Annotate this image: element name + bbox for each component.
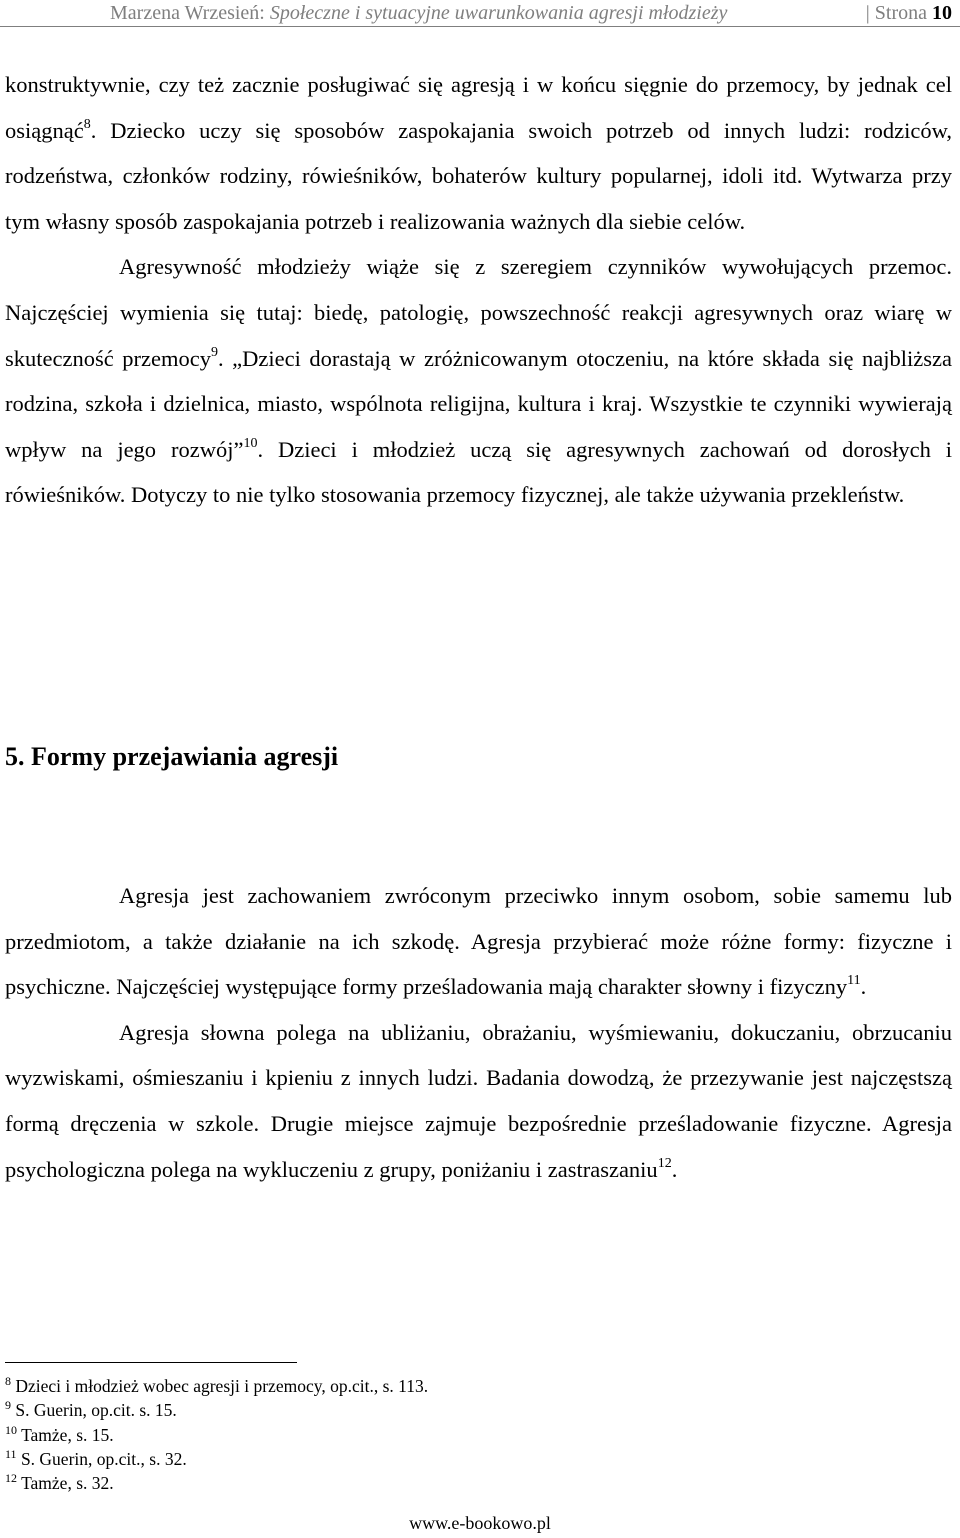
- header-page-label: Strona: [874, 2, 927, 24]
- header-author-title: [110, 0, 727, 26]
- footnote: [5, 1447, 428, 1471]
- paragraph-4-text-b: .: [671, 1156, 678, 1182]
- section-bottom: [5, 873, 952, 1192]
- page-header: [0, 0, 960, 27]
- footnote: [5, 1374, 428, 1398]
- footnote-number: 8: [5, 1374, 11, 1388]
- footnote-text: S. Guerin, op.cit. s. 15.: [15, 1400, 177, 1421]
- section-top: [5, 62, 952, 518]
- footnote: [5, 1398, 428, 1422]
- footnote-text: S. Guerin, op.cit., s. 32.: [20, 1448, 187, 1469]
- footnote-ref-12[interactable]: 12: [657, 1155, 672, 1171]
- footnote-text: Tamże, s. 32.: [21, 1473, 114, 1494]
- paragraph-4: [5, 1010, 952, 1192]
- header-author: Marzena Wrzesień:: [110, 2, 265, 24]
- header-page-number: 10: [932, 2, 952, 24]
- header-separator: |: [865, 2, 870, 24]
- footnote: [5, 1471, 428, 1495]
- footnote-ref-8[interactable]: 8: [83, 116, 91, 132]
- footnote-number: 11: [5, 1446, 17, 1461]
- paragraph-1-text-b: . Dziecko uczy się sposobów zaspokajania swoich potrzeb od innych ludzi: rodziców, rodzeństwa, członków rodziny, rówieśników, bohaterów kultury popularnej, idoli itd. Wytwarza przy tym własny sposób zaspokajania potrzeb i realizowania ważnych dla siebie celów.: [5, 117, 952, 234]
- paragraph-1-text-a: konstruktywnie, czy też zacznie posługiwać się agresją i w końcu sięgnie do przemocy, by jednak cel osiągnąć: [5, 72, 952, 143]
- paragraph-2: [5, 244, 952, 518]
- footnote-text: Tamże, s. 15.: [21, 1424, 114, 1445]
- header-page: [861, 0, 952, 26]
- paragraph-3: [5, 873, 952, 1010]
- footnote-text: Dzieci i młodzież wobec agresji i przemocy, op.cit., s. 113.: [15, 1376, 429, 1396]
- footnote-ref-10[interactable]: 10: [243, 435, 258, 451]
- footnote-ref-9[interactable]: 9: [210, 344, 218, 360]
- section-heading: 5. Formy przejawiania agresji: [5, 742, 339, 771]
- footnote-number: 10: [5, 1422, 17, 1437]
- paragraph-3-text-b: .: [860, 974, 867, 1000]
- paragraph-1: [5, 62, 952, 244]
- footer-url[interactable]: www.e-bookowo.pl: [409, 1513, 551, 1533]
- footnote-number: 9: [5, 1398, 11, 1413]
- paragraph-2-text-c: . Dzieci i młodzież uczą się agresywnych zachowań od dorosłych i rówieśników. Dotyczy to nie tylko stosowania przemocy fizycznej, ale także używania przekleństw.: [5, 436, 952, 508]
- header-title: Społeczne i sytuacyjne uwarunkowania agresji młodzieży: [269, 2, 728, 24]
- paragraph-4-text-a: Agresja słowna polega na ubliżaniu, obrażaniu, wyśmiewaniu, dokuczaniu, obrzucaniu wyzwiskami, ośmieszaniu i kpieniu z innych ludzi. Badania dowodzą, że przezywanie jest najczęstszą formą dręczenia w szkole. Drugie miejsce zajmuje bezpośrednie prześladowanie fizyczne. Agresja psychologiczna polega na wykluczeniu z grupy, poniżaniu i zastraszaniu: [5, 1019, 952, 1182]
- footnote-number: 12: [5, 1471, 17, 1486]
- footnotes: [5, 1374, 428, 1495]
- footnote-divider: [5, 1362, 297, 1363]
- footnote-ref-11[interactable]: 11: [847, 973, 861, 989]
- footnote: [5, 1423, 428, 1447]
- paragraph-2-text-a: Agresywność młodzieży wiąże się z szeregiem czynników wywołujących przemoc. Najczęściej wymienia się tutaj: biedę, patologię, powszechność reakcji agresywnych oraz wiarę w skuteczność przemocy: [5, 254, 952, 371]
- paragraph-3-text-a: Agresja jest zachowaniem zwróconym przeciwko innym osobom, sobie samemu lub przedmiotom, a także działanie na ich szkodę. Agresja przybierać może różne formy: fizyczne i psychiczne. Najczęściej występujące formy prześladowania mają charakter słowny i fizyczny: [5, 883, 952, 1000]
- paragraph-2-text-b: . „Dzieci dorastają w zróżnicowanym otoczeniu, na które składa się najbliższa rodzina, szkoła i dzielnica, miasto, wspólnota religijna, kultura i kraj. Wszystkie te czynniki wywierają wpływ na jego rozwój”: [5, 345, 952, 462]
